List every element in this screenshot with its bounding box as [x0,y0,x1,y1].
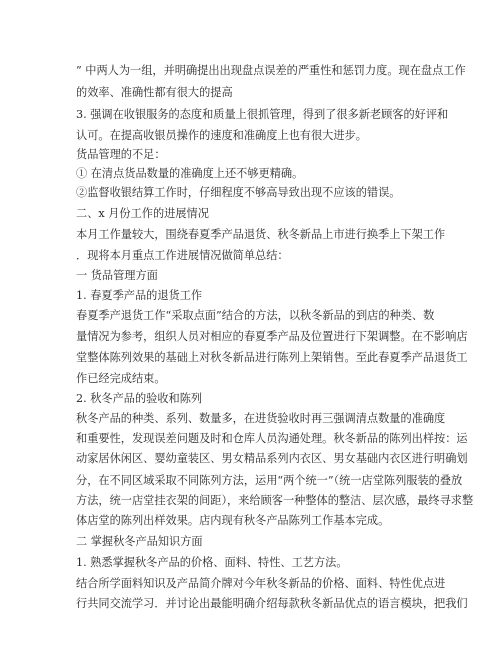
text-line: 行共同交流学习．并讨论出最能明确介绍每款秋冬新品优点的语言模块，把我们 [76,597,468,610]
text-line: 的效率、准确性都有很大的提高 [76,86,233,99]
text-line: 春夏季产退货工作“采取点面”结合的方法，以秋冬新品的到店的种类、数 [76,309,435,322]
subsection-heading: 二 掌握秋冬产品知识方面 [76,535,203,548]
text-line: 分，在不同区域采取不同陈列方法，运用“两个统一”（统一店堂陈列服装的叠放 [76,474,463,487]
text-line: ．现将本月重点工作进展情况做简单总结： [76,249,289,262]
text-line: ②监督收银结算工作时，仔细程度不够高导致出现不应该的错误。 [76,186,401,199]
text-line: 结合所学面料知识及产品简介牌对今年秋冬新品的价格、面料、特性优点进 [76,577,446,590]
subsection-heading: 一 货品管理方面 [76,269,158,282]
text-line: 3. 强调在收银服务的态度和质量上很抓管理，得到了很多新老顾客的好评和 [76,108,449,121]
text-line: 货品管理的不足： [76,148,166,161]
text-line: 动家居休闲区、婴幼童装区、男女精品系列内衣区、男女基础内衣区进行明确划 [76,452,468,465]
item-heading: 1. 春夏季产品的退货工作 [76,289,203,302]
text-line: 量情况为参考，组织人员对相应的春夏季产品及位置进行下架调整。在不影响店 [76,330,468,343]
text-line: ① 在清点货品数量的准确度上还不够更精确。 [76,167,304,180]
section-heading: 二、x 月份工作的进展情况 [76,207,209,220]
text-line: 认可。在提高收银员操作的速度和准确度上也有很大进步。 [76,129,367,142]
text-line: 本月工作量较大，围绕春夏季产品退货、秋冬新品上市进行换季上下架工作 [76,228,446,241]
item-heading: 1. 熟悉掌握秋冬产品的价格、面料、特性、工艺方法。 [76,556,348,569]
text-line: ” 中两人为一组，并明确提出出现盘点误差的严重性和惩罚力度。现在盘点工作 [76,64,466,77]
text-line: 作已经完成结束。 [76,372,166,385]
text-line: 和重要性，发现误差问题及时和仓库人员沟通处理。秋冬新品的陈列出样按：运 [76,432,468,445]
text-line: 堂整体陈列效果的基础上对秋冬新品进行陈列上架销售。至此春夏季产品退货工 [76,351,468,364]
item-heading: 2. 秋冬产品的验收和陈列 [76,392,203,405]
text-line: 秋冬产品的种类、系列、数量多，在进货验收时再三强调清点数量的准确度 [76,412,446,425]
text-line: 体店堂的陈列出样效果。店内现有秋冬产品陈列工作基本完成。 [76,514,390,527]
text-line: 方法，统一店堂挂衣架的间距），来给顾客一种整体的整洁、层次感，最终寻求整 [76,494,474,507]
